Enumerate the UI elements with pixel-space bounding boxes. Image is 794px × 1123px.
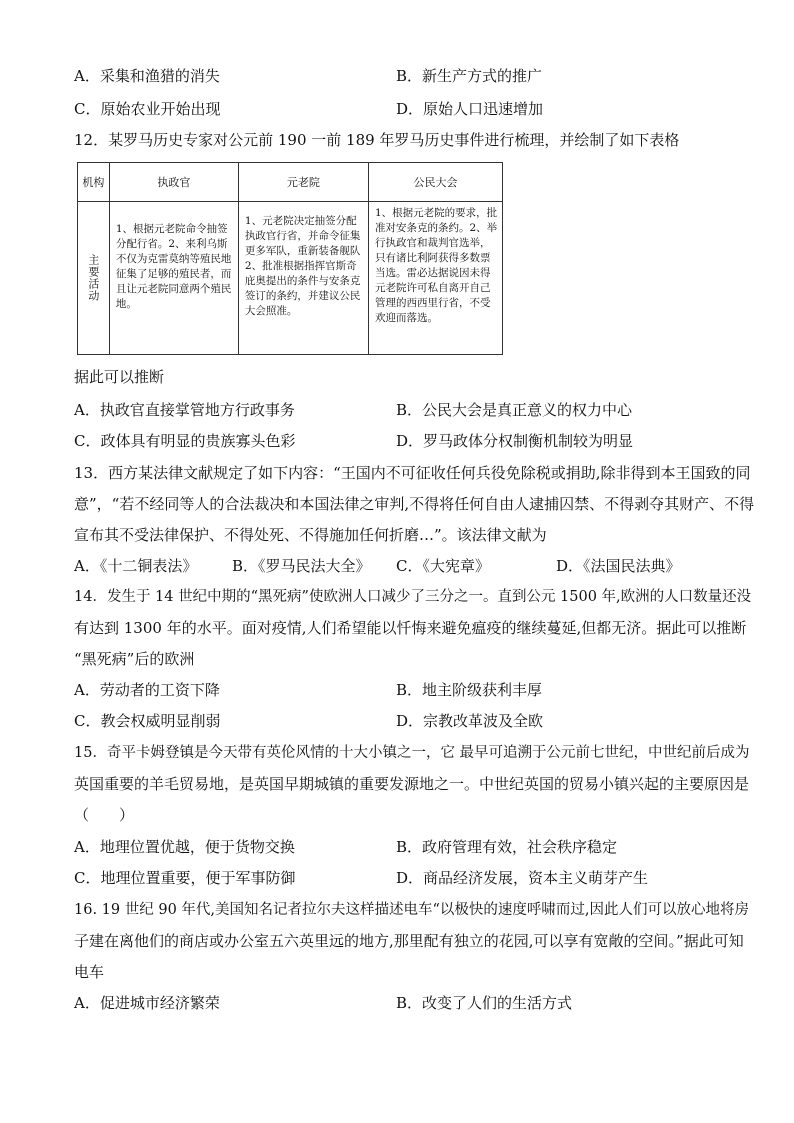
q15-stem-line2: 英国重要的羊毛贸易地，是英国早期城镇的重要发源地之一。中世纪英国的贸易小镇兴起的主要原因是	[74, 775, 750, 793]
q13-option-b[interactable]: B．《罗马民法大全》	[232, 557, 371, 575]
table-row-label: 主要活动	[86, 254, 100, 302]
table-header-row	[78, 163, 503, 202]
table-cell-text: 1、根据元老院命令抽签分配行省。2、来利乌斯不仅为克雷莫纳等殖民地征集了足够的殖民者，而且让元老院同意两个殖民地。	[115, 223, 232, 310]
q13-stem-line1: 13．西方某法律文献规定了如下内容：“王国内不可征收任何兵役免除税或捐助,除非得到本王国致的同	[74, 464, 751, 482]
q15-stem-line3: （ ）	[74, 806, 135, 824]
q16-stem-line2: 子建在离他们的商店或办公室五六英里远的地方,那里配有独立的花园,可以享有宽敞的空间。”据此可知	[74, 932, 744, 950]
q15-stem-line1: 15．奇平卡姆登镇是今天带有英伦风情的十大小镇之一，它 最早可追溯于公元前七世纪，中世纪前后成为	[74, 745, 750, 761]
q14-stem-line1: 14．发生于 14 世纪中期的“黑死病”使欧洲人口减少了三分之一。直到公元 1500 年,欧洲的人口数量还没	[74, 589, 752, 605]
q13-option-c[interactable]: C．《大宪章》	[396, 557, 490, 575]
q12-option-b[interactable]: B．公民大会是真正意义的权力中心	[396, 401, 633, 419]
q16-stem-line1: 16. 19 世纪 90 年代,美国知名记者拉尔夫这样描述电车“以极快的速度呼啸而过,因此人们可以放心地将房	[74, 902, 750, 918]
q11-option-b[interactable]: B．新生产方式的推广	[396, 67, 543, 85]
q14-option-d[interactable]: D．宗教改革波及全欧	[396, 712, 544, 730]
q15-option-a[interactable]: A．地理位置优越，便于货物交换	[74, 838, 295, 856]
q15-option-b[interactable]: B．政府管理有效，社会秩序稳定	[396, 838, 618, 856]
q13-option-a[interactable]: A．《十二铜表法》	[74, 557, 198, 575]
table-cell-assembly	[368, 202, 502, 355]
q12-option-a[interactable]: A．执政官直接掌管地方行政事务	[74, 401, 295, 419]
q16-option-a[interactable]: A．促进城市经济繁荣	[74, 994, 220, 1012]
q14-option-c[interactable]: C．教会权威明显削弱	[74, 712, 221, 730]
q14-stem-line2: 有达到 1300 年的水平。面对疫情,人们希望能以忏悔来避免瘟疫的继续蔓延,但都无济。据此可以推断	[74, 619, 747, 637]
q13-stem-line2: 意”，“若不经同等人的合法裁决和本国法律之审判,不得将任何自由人逮捕囚禁、不得剥夺其财产、不得	[74, 495, 755, 513]
table-row-label-cell	[78, 202, 110, 355]
q15-option-c[interactable]: C．地理位置重要，便于军事防御	[74, 869, 296, 887]
table-row	[78, 202, 503, 355]
q13-option-d[interactable]: D．《法国民法典》	[556, 557, 681, 575]
q11-option-d[interactable]: D．原始人口迅速增加	[396, 100, 544, 118]
q14-option-a[interactable]: A．劳动者的工资下降	[74, 681, 220, 699]
q13-stem-line3: 宣布其不受法律保护、不得处死、不得施加任何折磨…”。该法律文献为	[74, 526, 547, 544]
q16-stem-line3: 电车	[74, 963, 105, 981]
q11-option-a[interactable]: A．采集和渔猎的消失	[74, 67, 220, 85]
table-header-cell: 元老院	[238, 163, 368, 202]
table-header-cell: 公民大会	[368, 163, 502, 202]
q12-follow-text: 据此可以推断	[74, 368, 165, 386]
table-header-cell: 执政官	[109, 163, 238, 202]
table-cell-text: 1、根据元老院的要求，批准对安条克的条约。2、举行执政官和裁判官选举，只有诸比利阿获得多数票当选。雷必达据说因未得元老院许可私自离开自己管理的西西里行省，不受欢迎而落选。	[374, 207, 498, 324]
table-header-cell: 机构	[78, 163, 110, 202]
table-cell-senate	[238, 202, 368, 355]
q12-stem: 12．某罗马历史专家对公元前 190 一前 189 年罗马历史事件进行梳理，并绘制了如下表格	[74, 131, 680, 149]
q16-option-b[interactable]: B．改变了人们的生活方式	[396, 994, 573, 1012]
q12-table	[77, 162, 503, 355]
table-cell-text: 1、元老院决定抽签分配执政官行省，并命令征集更多军队，重新装备舰队2、批准根据指挥官斯奇庇奥提出的条件与安条克签订的条约，并建议公民大会照准。	[244, 215, 361, 317]
q12-option-c[interactable]: C．政体具有明显的贵族寡头色彩	[74, 432, 296, 450]
q11-option-c[interactable]: C．原始农业开始出现	[74, 100, 221, 118]
q12-option-d[interactable]: D．罗马政体分权制衡机制较为明显	[396, 432, 634, 450]
q14-stem-line3: “黑死病”后的欧洲	[74, 650, 195, 668]
table-cell-consul	[109, 202, 238, 355]
q15-option-d[interactable]: D．商品经济发展，资本主义萌芽产生	[396, 869, 649, 887]
q14-option-b[interactable]: B．地主阶级获利丰厚	[396, 681, 543, 699]
